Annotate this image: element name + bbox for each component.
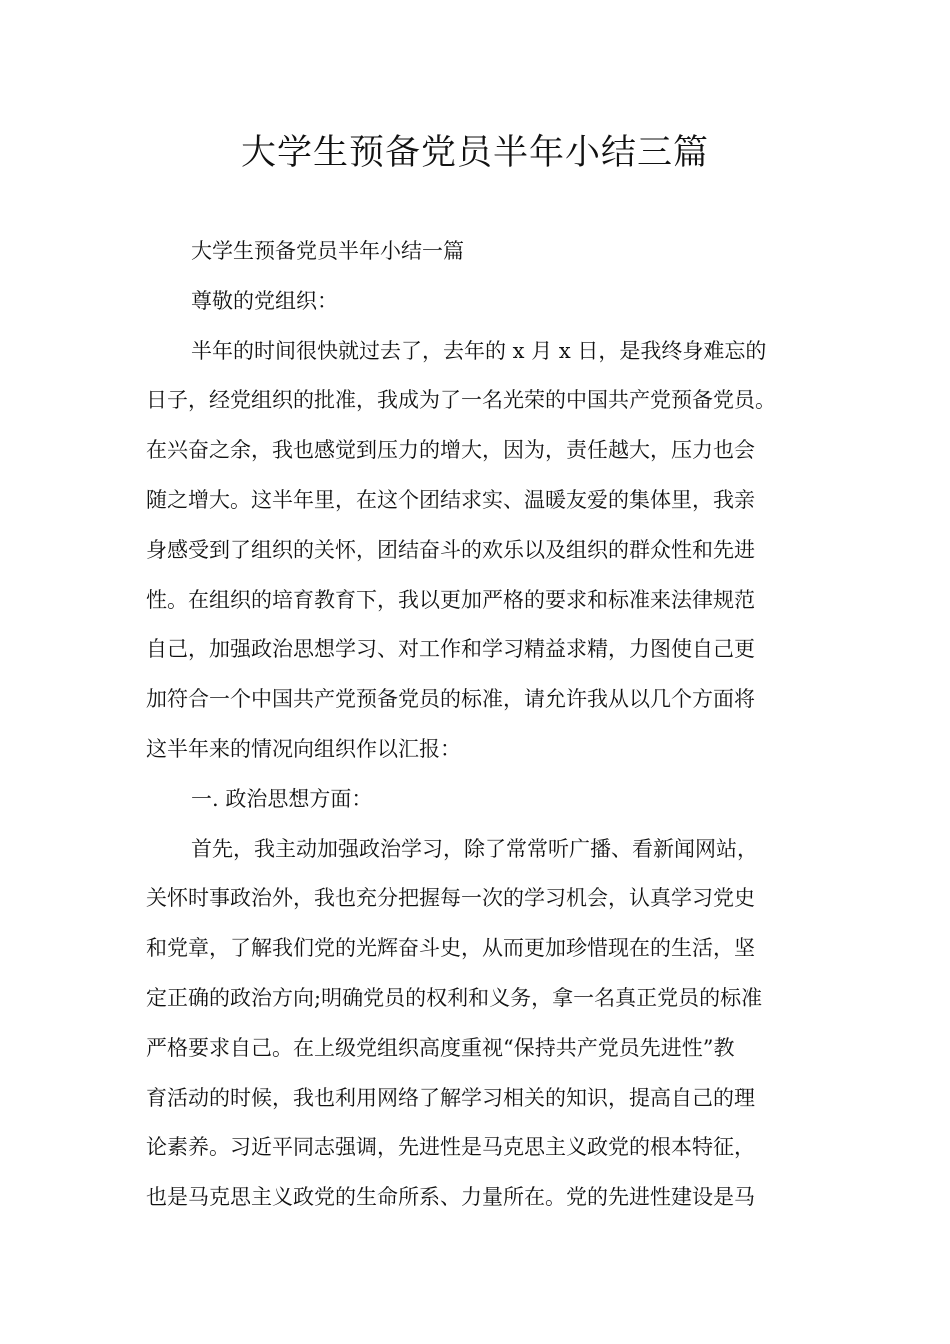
- paragraph-2-line-2: 关怀时事政治外，我也充分把握每一次的学习机会，认真学习党史: [146, 886, 755, 911]
- paragraph-2-line-8: 也是马克思主义政党的生命所系、力量所在。党的先进性建设是马: [146, 1185, 755, 1210]
- paragraph-2-line-3: 和党章，了解我们党的光辉奋斗史，从而更加珍惜现在的生活，坚: [146, 936, 755, 961]
- paragraph-1-line-7: 自己，加强政治思想学习、对工作和学习精益求精，力图使自己更: [146, 637, 755, 662]
- document-body: [146, 227, 806, 1223]
- salutation: 尊敬的党组织：: [191, 288, 338, 313]
- paragraph-1-line-2: 日子，经党组织的批准，我成为了一名光荣的中国共产党预备党员。: [146, 388, 776, 413]
- paragraph-2-line-7: 论素养。习近平同志强调，先进性是马克思主义政党的根本特征，: [146, 1135, 755, 1160]
- section-heading: 大学生预备党员半年小结一篇: [191, 239, 464, 263]
- paragraph-1-line-8: 加符合一个中国共产党预备党员的标准，请允许我从以几个方面将: [146, 687, 755, 712]
- paragraph-1-line-5: 身感受到了组织的关怀，团结奋斗的欢乐以及组织的群众性和先进: [146, 537, 755, 562]
- subsection-heading: 一. 政治思想方面：: [191, 786, 373, 811]
- paragraph-2-line-5: 严格要求自己。在上级党组织高度重视“保持共产党员先进性”教: [146, 1035, 735, 1060]
- paragraph-1-line-6: 性。在组织的培育教育下，我以更加严格的要求和标准来法律规范: [146, 587, 755, 612]
- paragraph-2-line-4: 定正确的政治方向;明确党员的权利和义务，拿一名真正党员的标准: [146, 985, 763, 1010]
- paragraph-2-line-1: 首先，我主动加强政治学习，除了常常听广播、看新闻网站，: [191, 836, 758, 861]
- document-title: 大学生预备党员半年小结三篇: [240, 133, 709, 173]
- paragraph-1-line-3: 在兴奋之余，我也感觉到压力的增大，因为，责任越大，压力也会: [146, 438, 755, 463]
- paragraph-2-line-6: 育活动的时候，我也利用网络了解学习相关的知识，提高自己的理: [146, 1085, 755, 1110]
- paragraph-1-line-4: 随之增大。这半年里，在这个团结求实、温暖友爱的集体里，我亲: [146, 487, 755, 512]
- paragraph-1-line-1: 半年的时间很快就过去了，去年的 x 月 x 日，是我终身难忘的: [191, 338, 767, 363]
- paragraph-1-line-9: 这半年来的情况向组织作以汇报：: [146, 736, 461, 761]
